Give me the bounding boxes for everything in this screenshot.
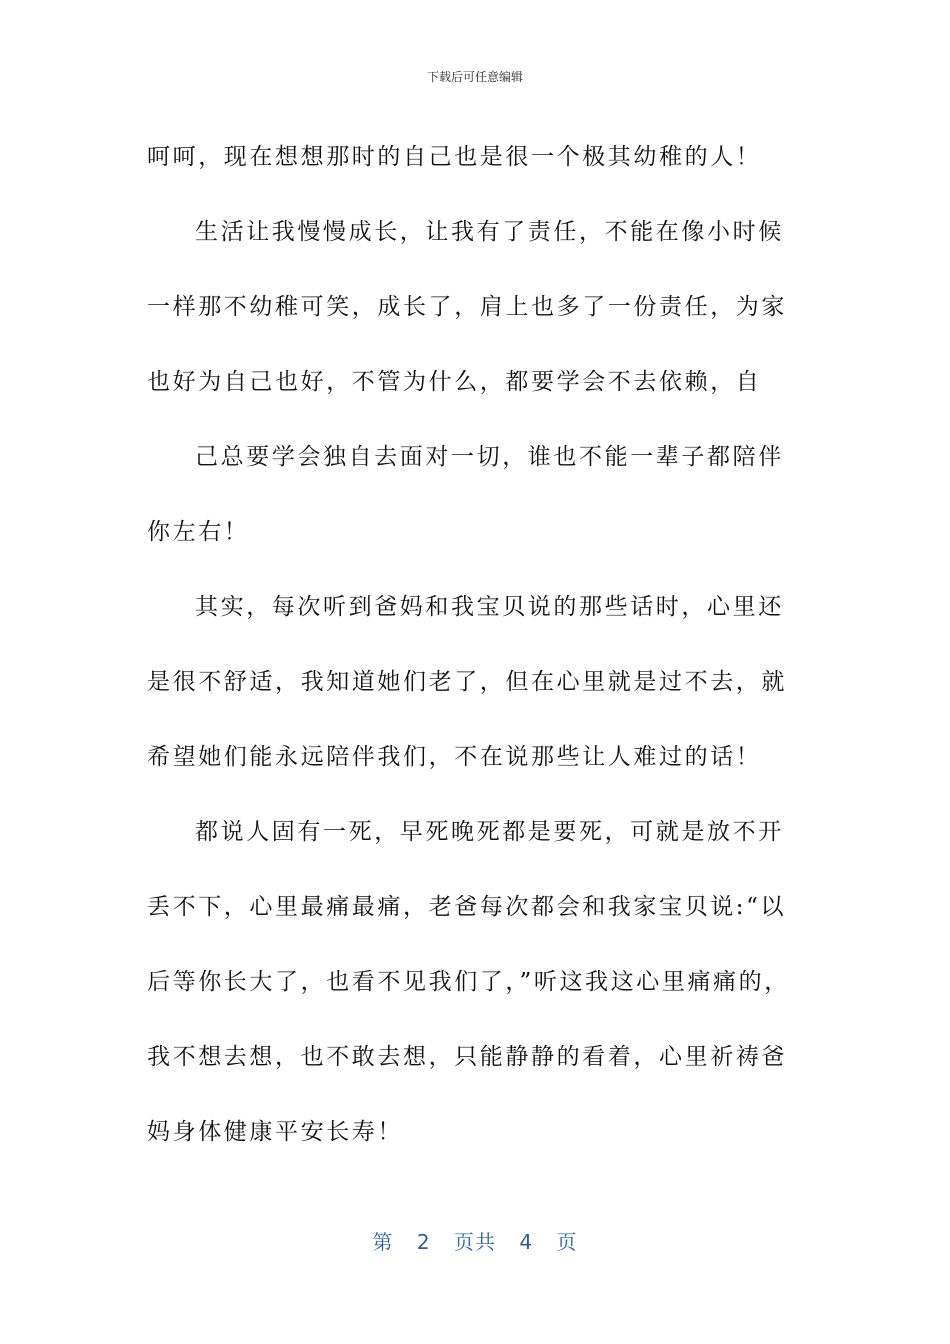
paragraph-1: 呵呵，现在想想那时的自己也是很一个极其幼稚的人！	[147, 144, 762, 170]
paragraph-4: 其实，每次听到爸妈和我宝贝说的那些话时，心里还是很不舒适，我知道她们老了，但在心里就是过不去，就希望她们能永远陪伴我们，不在说那些让人难过的话！	[147, 594, 787, 770]
paragraph-2: 生活让我慢慢成长，让我有了责任，不能在像小时候一样那不幼稚可笑，成长了，肩上也多了一份责任，为家也好为自己也好，不管为什么，都要学会不去依赖，自	[147, 219, 787, 395]
page-suffix: 页	[556, 1230, 578, 1254]
current-page: 2	[416, 1230, 431, 1254]
page-number-footer	[0, 1226, 950, 1255]
paragraph-5: 都说人固有一死，早死晚死都是要死，可就是放不开丢不下，心里最痛最痛，老爸每次都会和我家宝贝说:“以后等你长大了，也看不见我们了，”听这我这心里痛痛的，我不想去想，也不敢去想，只能静静的看着，心里祈祷爸妈身体健康平安长寿！	[147, 819, 790, 1145]
total-pages: 4	[519, 1230, 534, 1254]
paragraph-3: 己总要学会独自去面对一切，谁也不能一辈子都陪伴你左右！	[147, 444, 784, 545]
page-prefix: 第	[372, 1230, 394, 1254]
document-body	[147, 120, 807, 1170]
header-note: 下载后可任意编辑	[426, 70, 523, 84]
page-mid: 页共	[454, 1230, 496, 1254]
